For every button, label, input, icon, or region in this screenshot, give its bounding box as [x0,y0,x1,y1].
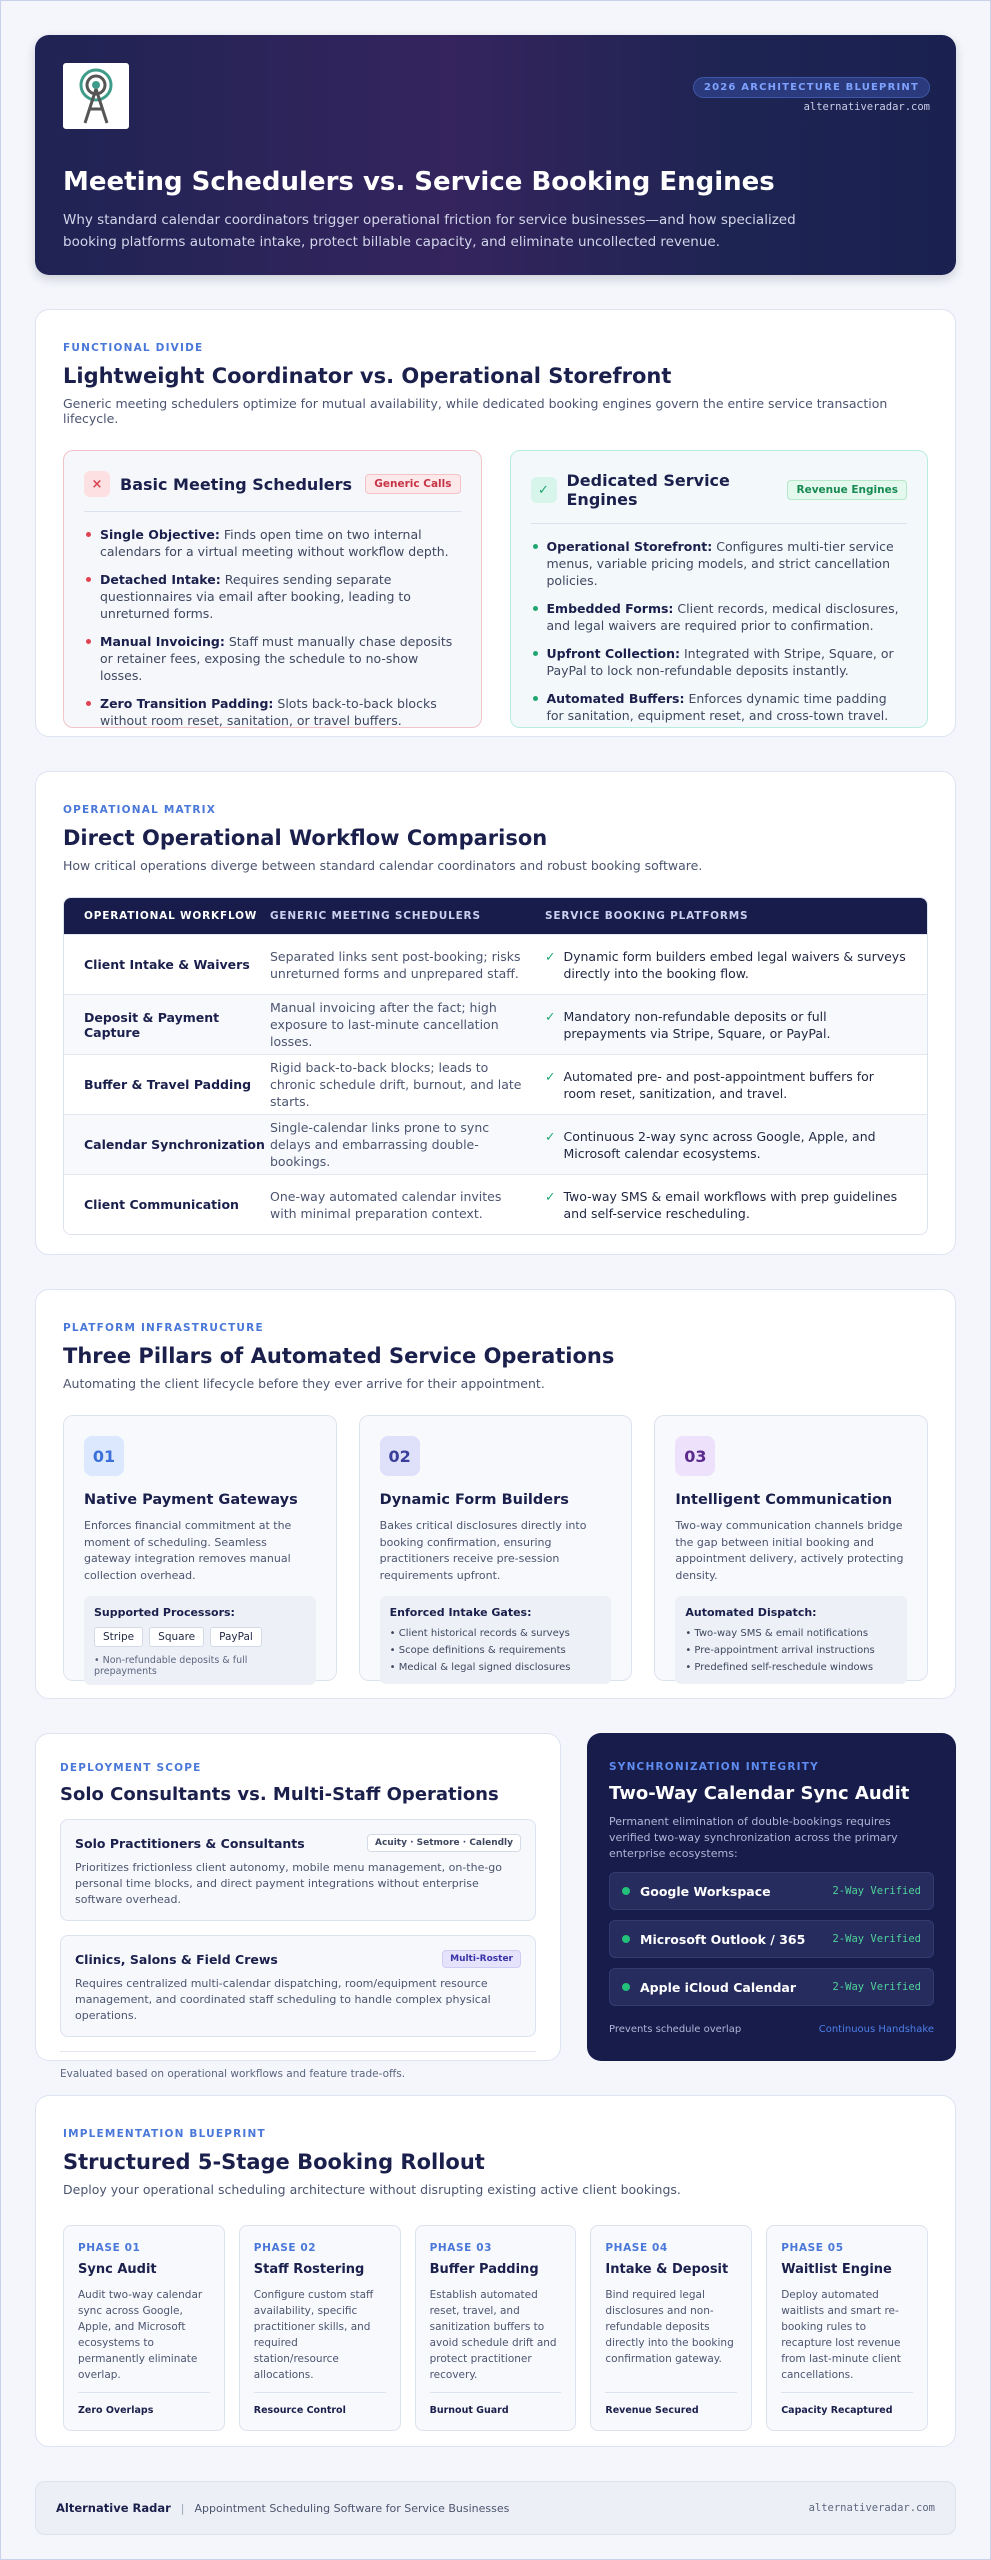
scope-name: Clinics, Salons & Field Crews [75,1951,278,1967]
phase-name: Sync Audit [78,2262,157,2277]
pillar-number: 03 [675,1436,715,1476]
section-title: Two-Way Calendar Sync Audit [609,1783,910,1804]
panel-tag: Generic Calls [365,474,460,494]
scope-name: Solo Practitioners & Consultants [75,1835,305,1851]
section-eyebrow: PLATFORM INFRASTRUCTURE [63,1322,264,1334]
sync-provider: Microsoft Outlook / 365 [640,1931,806,1947]
rollout-section [35,2095,956,2447]
list-item: Embedded Forms: Client records, medical disclosures, and legal waivers are required prior to confirmation. [531,600,908,634]
phase-description: Audit two-way calendar sync across Google, Apple, and Microsoft ecosystems to permanently eliminate overlap. [78,2289,203,2381]
list-item: • Scope definitions & requirements [389,1645,566,1656]
row-workflow: Client Intake & Waivers [84,957,250,972]
list-item: Operational Storefront: Configures multi-tier service menus, variable pricing models, and strict cancellation policies. [531,538,908,589]
row-generic: Rigid back-to-back blocks; leads to chronic schedule drift, burnout, and late starts. [270,1060,522,1109]
row-generic: Manual invoicing after the fact; high exposure to last-minute cancellation losses. [270,1000,499,1049]
section-eyebrow: DEPLOYMENT SCOPE [60,1762,202,1774]
phase-description: Deploy automated waitlists and smart re-booking rules to recapture lost revenue from last-minute client cancellations. [781,2289,901,2381]
scope-item-multi [60,1935,536,2037]
panel-tag: Revenue Engines [787,480,907,500]
section-eyebrow: IMPLEMENTATION BLUEPRINT [63,2128,266,2140]
footer-domain[interactable]: alternativeradar.com [808,2502,935,2514]
page-footer [35,2481,956,2535]
pillar-description: Two-way communication channels bridge the gap between initial booking and appointment delivery, actively protecting density. [675,1519,904,1582]
phase-card [239,2225,401,2431]
phase-card [415,2225,577,2431]
scope-item-solo [60,1819,536,1921]
table-row [64,1054,927,1114]
box-title: Enforced Intake Gates: [389,1606,532,1619]
column-header: GENERIC MEETING SCHEDULERS [270,910,481,922]
section-eyebrow: SYNCHRONIZATION INTEGRITY [609,1761,819,1773]
pillar-title: Dynamic Form Builders [379,1492,569,1508]
phase-description: Bind required legal disclosures and non-refundable deposits directly into the booking confirmation gateway. [605,2289,734,2365]
phase-outcome: Zero Overlaps [78,2392,210,2416]
row-platform: ✓ Automated pre- and post-appointment buffers for room reset, sanitization, and travel. [545,1068,874,1101]
section-description: Permanent elimination of double-bookings requires verified two-way synchronization across the primary enterprise ecosystems: [609,1815,898,1860]
list-item: Manual Invoicing: Staff must manually chase deposits or retainer fees, exposing the schedule to no-show losses. [84,633,461,684]
footer-separator: | [180,2501,185,2515]
intake-gates-box [380,1596,612,1684]
box-note: • Non-refundable deposits & full prepayments [94,1655,248,1677]
check-icon: ✓ [545,1068,556,1084]
hero-banner [35,35,956,275]
radar-tower-logo [63,63,129,129]
check-icon: ✓ [531,477,557,503]
phase-outcome: Capacity Recaptured [781,2392,913,2416]
phase-name: Buffer Padding [429,2262,539,2277]
row-platform: ✓ Two-way SMS & email workflows with prep guidelines and self-service rescheduling. [545,1188,898,1221]
sync-provider: Apple iCloud Calendar [640,1979,797,1995]
scope-footnote: Evaluated based on operational workflows and feature trade-offs. [60,2051,536,2080]
section-title: Solo Consultants vs. Multi-Staff Operations [60,1784,499,1805]
section-title: Direct Operational Workflow Comparison [63,826,548,850]
sync-status: 2-Way Verified [832,1885,921,1897]
phase-description: Establish automated reset, travel, and sanitization buffers to avoid schedule drift and protect practitioner recovery. [429,2289,557,2381]
site-domain[interactable]: alternativeradar.com [803,101,930,113]
table-row [64,1174,927,1234]
status-dot-icon [622,1887,630,1895]
basic-feature-list [84,526,461,729]
pillar-title: Native Payment Gateways [84,1492,298,1508]
scope-tag: Multi-Roster [442,1950,521,1968]
check-icon: ✓ [545,1188,556,1204]
processor-chip: PayPal [210,1627,262,1647]
scope-description: Requires centralized multi-calendar dispatching, room/equipment resource management, and coordinated staff scheduling to handle complex physical operations. [75,1977,491,2022]
footer-brand[interactable]: Alternative Radar [56,2501,171,2515]
list-item: Detached Intake: Requires sending separate questionnaires via email after booking, leading to unreturned forms. [84,571,461,622]
comparison-table [63,897,928,1235]
row-generic: Single-calendar links prone to sync delays and embarrassing double-bookings. [270,1120,490,1169]
pillar-card [63,1415,337,1681]
list-item: • Pre-appointment arrival instructions [685,1645,875,1656]
column-header: OPERATIONAL WORKFLOW [84,910,258,922]
phase-number: PHASE 03 [429,2242,493,2254]
platform-pillars-section [35,1289,956,1699]
engine-feature-list [531,538,908,724]
cross-icon: × [84,471,110,497]
phase-number: PHASE 02 [253,2242,317,2254]
list-item: • Medical & legal signed disclosures [389,1662,571,1673]
phase-outcome: Resource Control [254,2392,386,2416]
section-subtitle: How critical operations diverge between standard calendar coordinators and robust booking software. [63,858,703,873]
row-platform: ✓ Dynamic form builders embed legal waivers & surveys directly into the booking flow. [545,948,906,981]
column-header: SERVICE BOOKING PLATFORMS [545,910,749,922]
row-workflow: Calendar Synchronization [84,1137,265,1152]
row-generic: Separated links sent post-booking; risks unreturned forms and unprepared staff. [270,948,521,981]
processors-box [84,1596,316,1685]
dispatch-box [675,1596,907,1684]
page-title: Meeting Schedulers vs. Service Booking Engines [63,167,775,197]
status-dot-icon [622,1983,630,1991]
footer-description: Appointment Scheduling Software for Service Businesses [194,2501,510,2515]
phase-card [63,2225,225,2431]
calendar-sync-card [587,1733,956,2061]
phase-name: Staff Rostering [253,2262,365,2277]
list-item: • Client historical records & surveys [389,1628,570,1639]
check-icon: ✓ [545,1008,556,1024]
phase-description: Configure custom staff availability, specific practitioner skills, and required station/resource allocations. [253,2289,374,2381]
sync-status: 2-Way Verified [832,1933,921,1945]
phase-outcome: Revenue Secured [605,2392,737,2416]
panel-title: Dedicated Service Engines [566,471,730,509]
pillar-number: 02 [380,1436,420,1476]
section-title: Lightweight Coordinator vs. Operational Storefront [63,364,672,388]
row-platform: ✓ Mandatory non-refundable deposits or full prepayments via Stripe, Square, or PayPal. [545,1008,831,1041]
phase-number: PHASE 05 [781,2242,844,2254]
sync-foot-left: Prevents schedule overlap [609,2024,742,2035]
phase-number: PHASE 01 [78,2242,141,2254]
row-workflow: Deposit & Payment Capture [84,1009,220,1040]
page-subtitle: Why standard calendar coordinators trigger operational friction for service businesses—and how specialized booking platforms automate intake, protect billable capacity, and eliminate uncollected revenue. [63,212,796,250]
pillar-card [654,1415,928,1681]
sync-provider: Google Workspace [640,1883,771,1899]
phase-name: Waitlist Engine [781,2262,892,2277]
section-subtitle: Generic meeting schedulers optimize for mutual availability, while dedicated booking engines govern the entire service transaction lifecycle. [63,396,888,426]
sync-item-microsoft [609,1920,934,1958]
section-title: Structured 5-Stage Booking Rollout [63,2150,485,2174]
check-icon: ✓ [545,948,556,964]
phase-name: Intake & Deposit [605,2262,729,2277]
row-platform: ✓ Continuous 2-way sync across Google, Apple, and Microsoft calendar ecosystems. [545,1128,876,1161]
scope-description: Prioritizes frictionless client autonomy, mobile menu management, on-the-go personal time blocks, and direct payment integrations without enterprise software overhead. [75,1861,503,1906]
deployment-scope-card [35,1733,561,2080]
pillar-description: Enforces financial commitment at the moment of scheduling. Seamless gateway integration removes manual collection overhead. [84,1519,292,1582]
operational-matrix-section [35,771,956,1255]
list-item: • Predefined self-reschedule windows [685,1662,874,1673]
table-row [64,1114,927,1174]
basic-schedulers-panel [63,450,482,728]
section-subtitle: Deploy your operational scheduling architecture without disrupting existing active client bookings. [63,2182,681,2197]
service-engines-panel [510,450,929,728]
scope-tag: Acuity · Setmore · Calendly [367,1834,521,1852]
processor-chip: Stripe [94,1627,143,1647]
section-title: Three Pillars of Automated Service Operations [63,1344,615,1368]
status-dot-icon [622,1935,630,1943]
list-item: • Two-way SMS & email notifications [685,1628,869,1639]
row-workflow: Client Communication [84,1197,239,1212]
list-item: Single Objective: Finds open time on two internal calendars for a virtual meeting without workflow depth. [84,526,461,560]
list-item: Zero Transition Padding: Slots back-to-back blocks without room reset, sanitation, or travel buffers. [84,695,461,729]
box-title: Automated Dispatch: [685,1606,817,1619]
phase-card [766,2225,928,2431]
pillar-card [359,1415,633,1681]
pillar-description: Bakes critical disclosures directly into booking confirmation, ensuring practitioners receive pre-session requirements upfront. [379,1519,587,1582]
processor-chip: Square [149,1627,204,1647]
phase-outcome: Burnout Guard [430,2392,562,2416]
section-eyebrow: FUNCTIONAL DIVIDE [63,342,204,354]
table-row [64,934,927,994]
table-row [64,994,927,1054]
section-eyebrow: OPERATIONAL MATRIX [63,804,217,816]
section-subtitle: Automating the client lifecycle before they ever arrive for their appointment. [63,1376,545,1391]
sync-foot-right: Continuous Handshake [818,2024,934,2035]
pillar-number: 01 [84,1436,124,1476]
list-item: Upfront Collection: Integrated with Stripe, Square, or PayPal to lock non-refundable deposits instantly. [531,645,908,679]
check-icon: ✓ [545,1128,556,1144]
table-header [64,898,927,934]
sync-item-google [609,1872,934,1910]
sync-status: 2-Way Verified [832,1981,921,1993]
sync-item-apple [609,1968,934,2006]
row-generic: One-way automated calendar invites with minimal preparation context. [270,1188,502,1221]
box-title: Supported Processors: [94,1606,235,1619]
phase-card [590,2225,752,2431]
pillar-title: Intelligent Communication [675,1492,893,1508]
row-workflow: Buffer & Travel Padding [84,1077,252,1092]
panel-title: Basic Meeting Schedulers [120,474,353,494]
phase-number: PHASE 04 [605,2242,668,2254]
list-item: Automated Buffers: Enforces dynamic time padding for sanitation, equipment reset, and cross-town travel. [531,690,908,724]
year-badge: 2026 ARCHITECTURE BLUEPRINT [693,77,930,98]
functional-divide-section [35,309,956,737]
